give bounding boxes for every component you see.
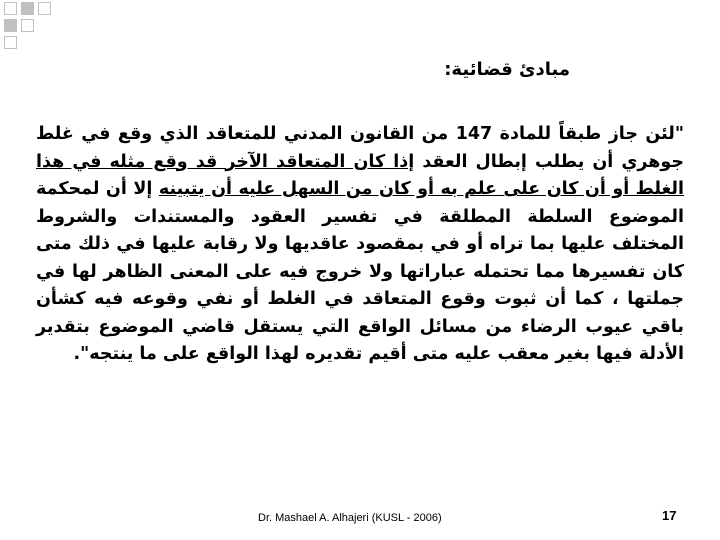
slide-body	[36, 121, 684, 369]
footer-credit: Dr. Mashael A. Alhajeri (KUSL - 2006)	[258, 512, 442, 524]
page-number: 17	[662, 508, 677, 523]
corner-square	[21, 19, 34, 32]
corner-square	[38, 2, 51, 15]
corner-square	[4, 36, 17, 49]
body-text-segment: "لئن جاز طبقاً للمادة 147 من القانون المدني للمتعاقد الذي وقع في غلط جوهري أن يطلب إبطال العقد	[36, 124, 685, 172]
corner-square	[4, 2, 17, 15]
body-text-underlined: إذا كان المتعاقد الآخر قد وقع مثله في هذا الغلط أو أن كان على علم به أو كان من السهل عليه أن يتبينه	[36, 151, 685, 199]
corner-square	[4, 19, 17, 32]
body-text-segment: إلا أن لمحكمة الموضوع السلطة المطلقة في تفسير العقود والمستندات والشروط المختلف عليها بما تراه أو في بمقصود عاقديها ولا رقابة عليها في ذلك متى كان تفسيرها مما تحتمله عباراتها ولا خروج فيه على المعنى الظاهر لها في جملتها ، كما أن ثبوت وقوع المتعاقد في الغلط أو نفي وقوعه فيه كشأن باقي عيوب الرضاء من مسائل الواقع التي يستقل قاضي الموضوع بتقدير الأدلة فيها بغير معقب عليه متى أقيم تقديره لهذا الواقع على ما ينتجه".	[36, 179, 684, 364]
slide-title: مبادئ قضائية:	[444, 59, 570, 80]
corner-square	[21, 2, 34, 15]
